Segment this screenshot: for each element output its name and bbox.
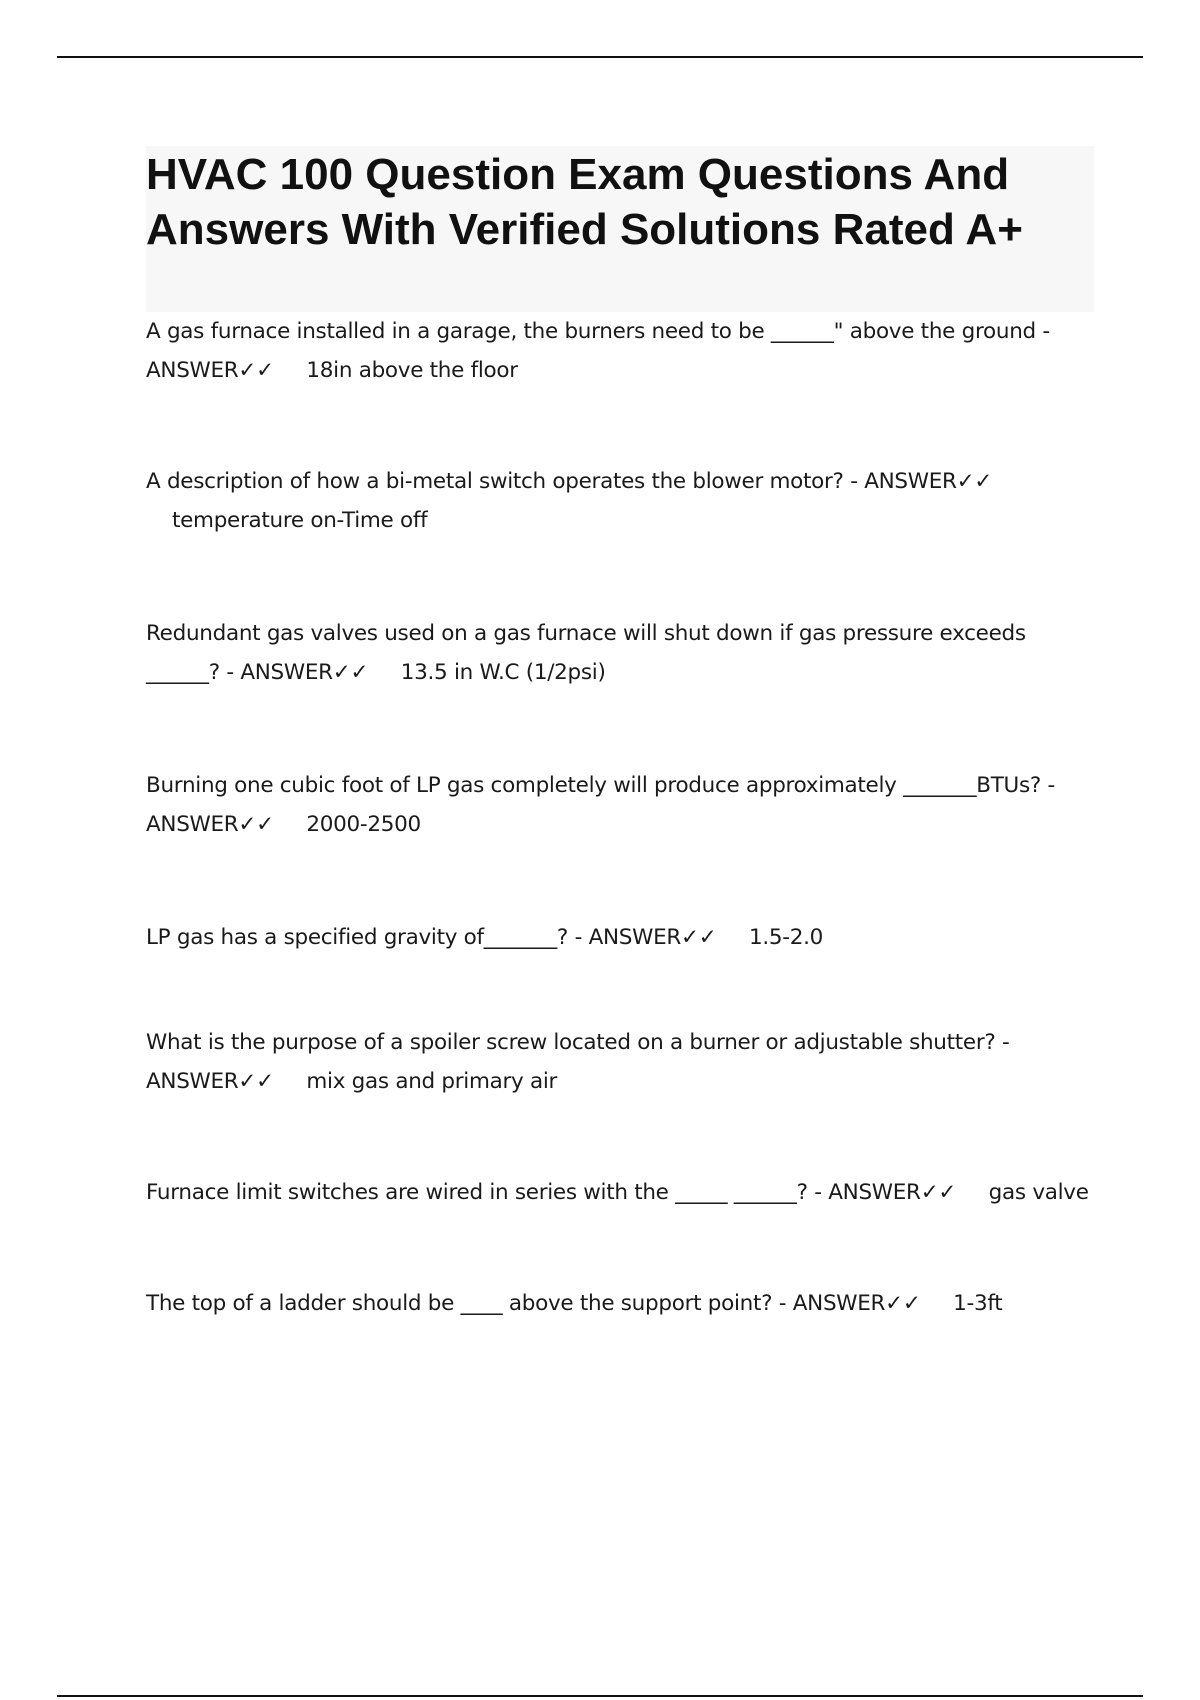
answer-marker: - ANSWER✓✓ bbox=[146, 319, 1050, 383]
qa-item bbox=[146, 766, 1096, 844]
question-text: What is the purpose of a spoiler screw located on a burner or adjustable shutter? bbox=[146, 1030, 996, 1055]
qa-item bbox=[146, 1173, 1096, 1212]
question-text: The top of a ladder should be ____ above the support point? bbox=[146, 1291, 773, 1316]
answer-marker: - ANSWER✓✓ bbox=[226, 660, 369, 685]
answer-text: gas valve bbox=[988, 1180, 1089, 1205]
answer-marker: - ANSWER✓✓ bbox=[146, 773, 1055, 837]
answer-text: 2000-2500 bbox=[306, 812, 421, 837]
qa-item bbox=[146, 462, 1096, 540]
question-text: A gas furnace installed in a garage, the burners need to be ______" above the ground bbox=[146, 319, 1036, 344]
document-title: HVAC 100 Question Exam Questions And Answers With Verified Solutions Rated A+ bbox=[146, 150, 1023, 254]
top-rule bbox=[57, 56, 1143, 58]
answer-marker: - ANSWER✓✓ bbox=[574, 925, 717, 950]
answer-marker: - ANSWER✓✓ bbox=[850, 469, 993, 494]
question-text: Redundant gas valves used on a gas furnace will shut down if gas pressure exceeds ______? bbox=[146, 621, 1026, 685]
answer-text: mix gas and primary air bbox=[306, 1069, 558, 1094]
answer-marker: - ANSWER✓✓ bbox=[814, 1180, 957, 1205]
answer-text: 1.5-2.0 bbox=[748, 925, 824, 950]
qa-item bbox=[146, 918, 1096, 957]
question-text: LP gas has a specified gravity of_______? bbox=[146, 925, 569, 950]
question-text: Burning one cubic foot of LP gas completely will produce approximately _______BTUs? bbox=[146, 773, 1041, 798]
answer-marker: - ANSWER✓✓ bbox=[146, 1030, 1010, 1094]
question-text: A description of how a bi-metal switch operates the blower motor? bbox=[146, 469, 844, 494]
answer-text: 13.5 in W.C (1/2psi) bbox=[400, 660, 606, 685]
page-content bbox=[146, 146, 1096, 1323]
answer-marker: - ANSWER✓✓ bbox=[778, 1291, 921, 1316]
qa-item bbox=[146, 614, 1096, 692]
question-text: Furnace limit switches are wired in series with the _____ ______? bbox=[146, 1180, 808, 1205]
answer-text: 18in above the floor bbox=[306, 358, 518, 383]
qa-item bbox=[146, 312, 1096, 390]
answer-text: temperature on-Time off bbox=[172, 508, 428, 533]
title-block bbox=[146, 146, 1094, 312]
qa-item bbox=[146, 1023, 1096, 1101]
answer-text: 1-3ft bbox=[953, 1291, 1003, 1316]
bottom-rule bbox=[57, 1695, 1143, 1697]
qa-item bbox=[146, 1284, 1096, 1323]
